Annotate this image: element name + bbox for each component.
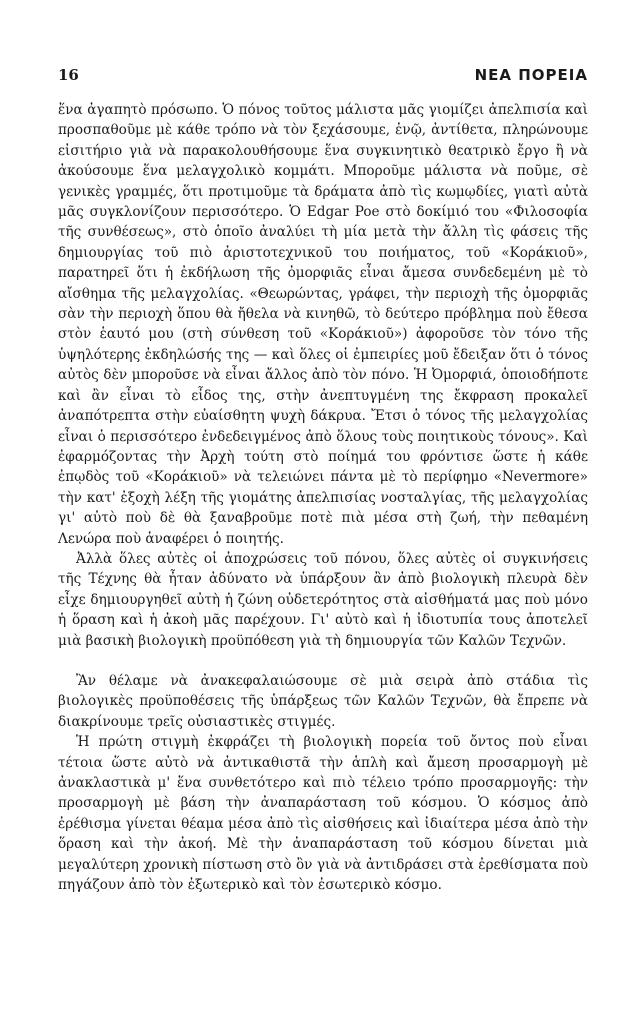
section-break — [58, 651, 588, 671]
running-header — [58, 66, 588, 90]
journal-title: ΝΕΑ ΠΟΡΕΙΑ — [474, 66, 588, 84]
body-text — [58, 100, 588, 895]
paragraph-first-moment: Ἡ πρώτη στιγμὴ ἐκφράζει τὴ βιολογικὴ πορεία τοῦ ὄντος ποὺ εἶναι τέτοια ὥστε αὐτὸ νὰ ἀντικαθιστᾶ τὴν ἁπλὴ καὶ ἄμεση προσαρμογὴ μὲ ἀνακλαστικὰ μ' ἕνα συνθετότερο καὶ πιὸ τέλειο τρόπο προσαρμογῆς: τὴν προσαρμογὴ μὲ βάση τὴν ἀναπαράσταση τοῦ κόσμου. Ὁ κόσμος ἀπὸ ἐρέθισμα γίνεται θέαμα μέσα ἀπὸ τὶς αἰσθήσεις καὶ ἰδιαίτερα μέσα ἀπὸ τὴν ὅραση καὶ τὴν ἀκοή. Μὲ τὴν ἀναπαράσταση τοῦ κόσμου δίνεται μιὰ μεγαλύτερη χρονικὴ πίστωση στὸ ὂν γιὰ νὰ ἀντιδράσει στὰ ἐρεθίσματα ποὺ πηγάζουν ἀπὸ τὸν ἐξωτερικὸ καὶ τὸν ἐσωτερικὸ κόσμο. — [58, 734, 588, 894]
page-number: 16 — [58, 66, 79, 84]
paragraph-art-emotions: Ἀλλὰ ὅλες αὐτὲς οἱ ἀποχρώσεις τοῦ πόνου, ὅλες αὐτὲς οἱ συγκινήσεις τῆς Τέχνης θὰ ἦταν ἀδύνατο νὰ ὑπάρξουν ἂν ἀπὸ βιολογικὴ πλευρὰ δὲν εἶχε δημιουργηθεῖ αὐτὴ ἡ ζώνη οὐδετερότητος στὰ αἰσθήματά μας ποὺ μόνο ἡ ὅραση καὶ ἡ ἀκοὴ μᾶς παρέχουν. Γι' αὐτὸ καὶ ἡ ἰδιοτυπία τους ἀποτελεῖ μιὰ βασικὴ βιολογικὴ προϋπόθεση γιὰ τὴ δημιουργία τῶν Καλῶν Τεχνῶν. — [58, 550, 588, 649]
paragraph-poe: ἕνα ἀγαπητὸ πρόσωπο. Ὁ πόνος τοῦτος μάλιστα μᾶς γιομίζει ἀπελπισία καὶ προσπαθοῦμε μὲ κάθε τρόπο νὰ τὸν ξεχάσουμε, ἐνῷ, ἀντίθετα, πληρώνουμε εἰσιτήριο γιὰ νὰ παρακολουθήσουμε ἕνα συγκινητικὸ θεατρικὸ ἔργο ἢ νὰ ἀκούσουμε ἕνα μελαγχολικὸ κομμάτι. Μποροῦμε μάλιστα νὰ ποῦμε, σὲ γενικὲς γραμμές, ὅτι προτιμοῦμε τὰ δράματα ἀπὸ τὶς κωμῳδίες, γιατὶ αὐτὰ μᾶς συγκλονίζουν περισσότερο. Ὁ Edgar Poe στὸ δοκίμιό του «Φιλοσοφία τῆς συνθέσεως», στὸ ὁποῖο ἀναλύει τὴ μία μετὰ τὴν ἄλλη τὶς φάσεις τῆς δημιουργίας τοῦ πιὸ ἀριστοτεχνικοῦ του ποιήματος, τοῦ «Κοράκιοῦ», παρατηρεῖ ὅτι ἡ ἐκδήλωση τῆς ὀμορφιᾶς εἶναι ἄμεσα συνδεδεμένη μὲ τὸ αἴσθημα τῆς μελαγχολίας. «Θεωρώντας, γράφει, τὴν περιοχὴ τῆς ὀμορφιᾶς σὰν τὴν περιοχὴ ὅπου θὰ ἤθελα νὰ κινηθῶ, τὸ δεύτερο πρόβλημα ποὺ ἔθεσα στὸν ἑαυτό μου (στὴ σύνθεση τοῦ «Κοράκιοῦ») ἀφοροῦσε τὸν τόνο τῆς ὑψηλότερης ἐκδηλώσής της — καὶ ὅλες οἱ ἐμπειρίες μοῦ ἔδειξαν ὅτι ὁ τόνος αὐτὸς δὲν μποροῦσε νὰ εἶναι ἄλλος ἀπὸ τὸν πόνο. Ἡ Ὀμορφιά, ὁποιοδήποτε καὶ ἂν εἶναι τὸ εἶδος της, στὴν ἀνεπτυγμένη της ἔκφραση προκαλεῖ ἀναπότρεπτα στὴν εὐαίσθητη ψυχὴ δάκρυα. Ἔτσι ὁ τόνος τῆς μελαγχολίας εἶναι ὁ περισσότερο ἐνδεδειγμένος ἀπὸ ὅλους τοὺς ποιητικοὺς τόνους». Καὶ ἐφαρμόζοντας τὴν Ἀρχὴ τούτη στὸ ποίημά του φρόντισε ὥστε ἡ κάθε ἐπῳδὸς τοῦ «Κοράκιοῦ» νὰ τελειώνει πάντα μὲ τὸ περίφημο «Nevermore» τὴν κατ' ἐξοχὴ λέξη τῆς γιομάτης ἀπελπισίας νοσταλγίας, τῆς μελαγχολίας γι' αὐτὸ ποὺ δὲ θὰ ξαναβροῦμε ποτὲ πιὰ μέσα στὴ ζωή, τὴν πεθαμένη Λενώρα ποὺ ἀναφέρει ὁ ποιητής. — [58, 102, 588, 547]
paragraph-summary: Ἂν θέλαμε νὰ ἀνακεφαλαιώσουμε σὲ μιὰ σειρὰ ἀπὸ στάδια τὶς βιολογικὲς προϋποθέσεις τῆς ὑπάρξεως τῶν Καλῶν Τεχνῶν, θὰ ἔπρεπε νὰ διακρίνουμε τρεῖς οὐσιαστικὲς στιγμές. — [58, 672, 588, 730]
